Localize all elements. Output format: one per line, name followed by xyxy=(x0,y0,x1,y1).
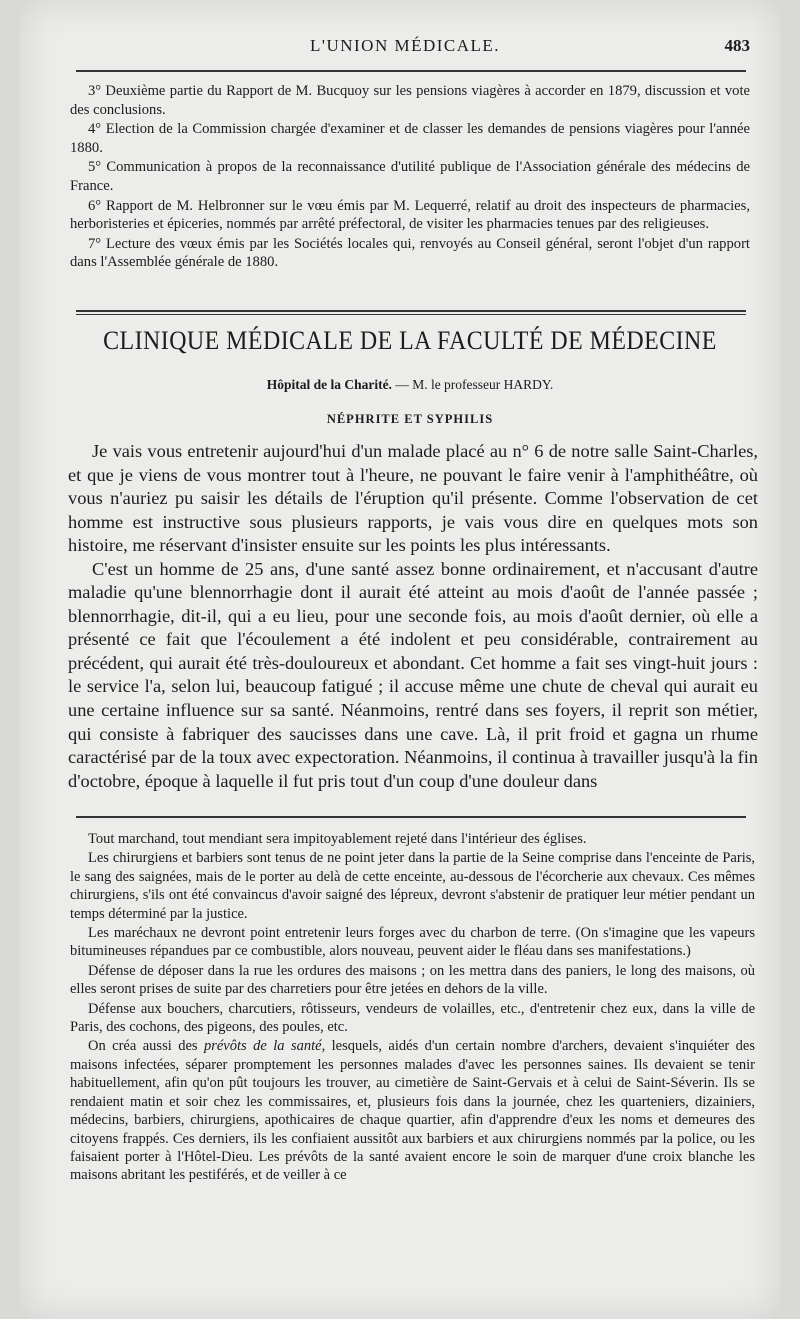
footnote-text: On créa aussi des xyxy=(88,1038,204,1055)
footnote-paragraph: Défense de déposer dans la rue les ordures des maisons ; on les mettra dans des paniers, le long des maisons, où elles seront prises de suite par des charretiers pour être jetées en dehors de la ville. xyxy=(70,962,755,998)
agenda-item: 7° Lecture des vœux émis par les Sociétés locales qui, renvoyés au Conseil général, seront l'objet d'un rapport dans l'Assemblée générale de 1880. xyxy=(70,235,750,271)
footnote-italic-term: prévôts de la santé xyxy=(203,1038,322,1055)
page-number: 483 xyxy=(724,36,750,55)
section-topic: NÉPHRITE ET SYPHILIS xyxy=(326,412,494,426)
footnote-paragraph: Les chirurgiens et barbiers sont tenus de ne point jeter dans la partie de la Seine comprise dans l'enceinte de Paris, le sang des saignées, mais de le porter au delà de cette enceinte, au-dessous de l'écorcherie aux chevaux. Ces mêmes chirurgiens, s'ils ont été convaincus d'avoir saigné des lépreux, devront s'abstenir de pratiquer leur métier pendant un temps déterminé par la justice. xyxy=(70,850,755,922)
footnotes xyxy=(70,830,755,1186)
agenda-item: 6° Rapport de M. Helbronner sur le vœu émis par M. Lequerré, relatif au droit des inspecteurs de pharmacies, herboristeries et épiceries, nommés par arrêté préfectoral, de visiter les pharmacies tenues par des religieuses. xyxy=(70,197,750,233)
section-subtitle xyxy=(70,377,750,393)
professor-name: — M. le professeur HARDY. xyxy=(391,377,554,392)
agenda-list xyxy=(70,82,750,273)
running-title: L'UNION MÉDICALE. xyxy=(310,36,501,55)
footnote-paragraph: Défense aux bouchers, charcutiers, rôtisseurs, vendeurs de volailles, etc., d'entretenir chez eux, dans la ville de Paris, des cochons, des pigeons, des poules, etc. xyxy=(70,1000,755,1036)
journal-page xyxy=(20,0,780,1319)
header-rule xyxy=(76,70,746,72)
section-double-rule-bottom xyxy=(76,314,746,315)
body-paragraph: Je vais vous entretenir aujourd'hui d'un malade placé au n° 6 de notre salle Saint-Charles, et que je viens de vous montrer tout à l'heure, ne pouvant le faire venir à l'amphithéâtre, où vous n'auriez pu saisir les détails de l'éruption qu'il présente. Comme l'observation de cet homme est instructive sous plusieurs rapports, je vais vous dire en quelques mots son histoire, me réservant d'insister ensuite sur les points les plus intéressants. xyxy=(68,441,758,556)
agenda-item: 5° Communication à propos de la reconnaissance d'utilité publique de l'Association générale des médecins de France. xyxy=(70,159,750,194)
hospital-name: Hôpital de la Charité. xyxy=(266,377,392,392)
article-body xyxy=(68,440,758,793)
section-double-rule-top xyxy=(76,310,746,312)
footnote-paragraph-last xyxy=(70,1037,755,1184)
agenda-item: 4° Election de la Commission chargée d'examiner et de classer les demandes de pensions viagères pour l'année 1880. xyxy=(70,121,750,156)
footnote-rule xyxy=(76,816,746,818)
section-title: CLINIQUE MÉDICALE DE LA FACULTÉ DE MÉDECINE xyxy=(103,326,717,355)
body-paragraph: C'est un homme de 25 ans, d'une santé assez bonne ordinairement, et n'accusant d'autre maladie qu'une blennorrhagie dont il aurait été atteint au mois d'août de l'année passée ; blennorrhagie, dit-il, qui a eu lieu, pour une seconde fois, au mois d'août dernier, où elle a présenté ce fait que l'écoulement a été indolent et peu considérable, contrairement au précédent, qui aurait été très-douloureux et abondant. Cet homme a fait ses vingt-huit jours : le service l'a, selon lui, beaucoup fatigué ; il accuse même une chute de cheval qui aurait eu une certaine influence sur sa santé. Néanmoins, rentré dans ses foyers, il reprit son métier, qui consiste à fabriquer des saucisses dans une cave. Là, il prit froid et gagna un rhume caractérisé par de la toux avec expectoration. Néanmoins, il continua à travailler jusqu'à la fin d'octobre, époque à laquelle il fut pris tout d'un coup d'une douleur dans xyxy=(68,558,758,791)
footnote-text: , lesquels, aidés d'un certain nombre d'archers, devaient s'inquiéter des maisons infectées, séparer promptement les personnes malades d'avec les personnes saines. Ils devaient se tenir habituellement, afin qu'on pût toujours les trouver, au cimetière de Saint-Gervais et à celui de Saint-Séverin. Ils se rendaient matin et soir chez les commissaires, et, plusieurs fois dans la journée, chez les quarteniers, dizainiers, médecins, barbiers, chirurgiens, apothicaires de chaque quartier, afin d'apprendre d'eux les noms et demeures des citoyens frappés. Ces derniers, ils les confiaient aussitôt aux barbiers et aux chirurgiens nommés par la police, ou les faisaient porter à l'Hôtel-Dieu. Les prévôts de la santé avaient encore le soin de marquer d'une croix blanche les maisons abritant les pestiférés, et de veiller à ce xyxy=(70,1038,755,1184)
footnote-paragraph: Les maréchaux ne devront point entretenir leurs forges avec du charbon de terre. (On s'imagine que les vapeurs bitumineuses répandues par ce combustible, alors nouveau, peuvent aider le fléau dans ses manifestations.) xyxy=(70,925,755,960)
agenda-item: 3° Deuxième partie du Rapport de M. Bucquoy sur les pensions viagères à accorder en 1879, discussion et vote des conclusions. xyxy=(70,83,750,118)
page-header xyxy=(70,36,750,60)
footnote-paragraph: Tout marchand, tout mendiant sera impitoyablement rejeté dans l'intérieur des églises. xyxy=(88,831,587,847)
